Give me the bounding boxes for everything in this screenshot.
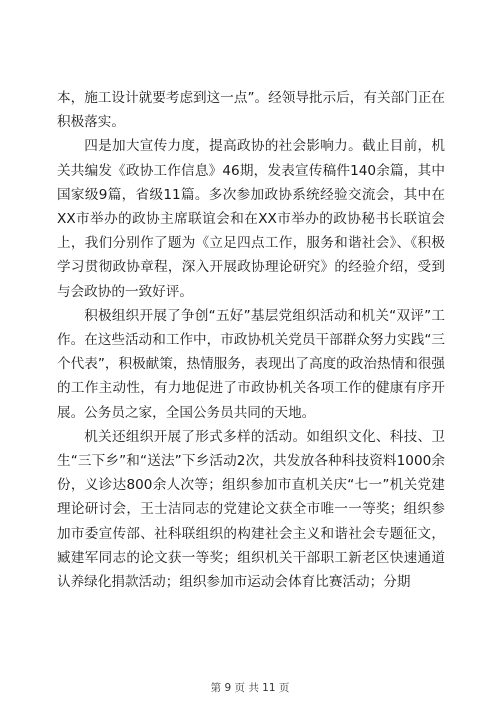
page-footer: 第 9 页 共 11 页: [210, 682, 290, 694]
paragraph-3: 积极组织开展了争创“五好”基层党组织活动和机关“双评”工作。在这些活动和工作中，市政协机关党员干部群众努力实践“三个代表”，积极献策，热情服务，表现出了高度的政治热情和很强的工作主动性，有力地促进了市政协机关各项工作的健康有序开展。公务员之家，全国公务员共同的天地。: [57, 307, 445, 421]
document-body: [57, 86, 445, 594]
paragraph-4: 机关还组织开展了形式多样的活动。如组织文化、科技、卫生“三下乡”和“送法”下乡活动2次，共发放各种科技资料1000余份，义诊达800余人次等；组织参加市直机关庆“七一”机关党建理论研讨会，王士洁同志的党建论文获全市唯一一等奖；组织参加市委宣传部、社科联组织的构建社会主义和谐社会专题征文，臧建军同志的论文获一等奖；组织机关干部职工新老区快速通道认养绿化捐款活动；组织参加市运动会体育比赛活动；分期: [57, 428, 445, 591]
paragraph-1: 本，施工设计就要考虑到这一点”。经领导批示后，有关部门正在积极落实。: [57, 90, 445, 131]
paragraph-2: 四是加大宣传力度，提高政协的社会影响力。截止目前，机关共编发《政协工作信息》46期，发表宣传稿件140余篇，其中国家级9篇，省级11篇。多次参加政协系统经验交流会，其中在XX市举办的政协主席联谊会和在XX市举办的政协秘书长联谊会上，我们分别作了题为《立足四点工作，服务和谐社会》、《积极学习贯彻政协章程，深入开展政协理论研究》的经验介绍，受到与会政协的一致好评。: [57, 138, 445, 300]
